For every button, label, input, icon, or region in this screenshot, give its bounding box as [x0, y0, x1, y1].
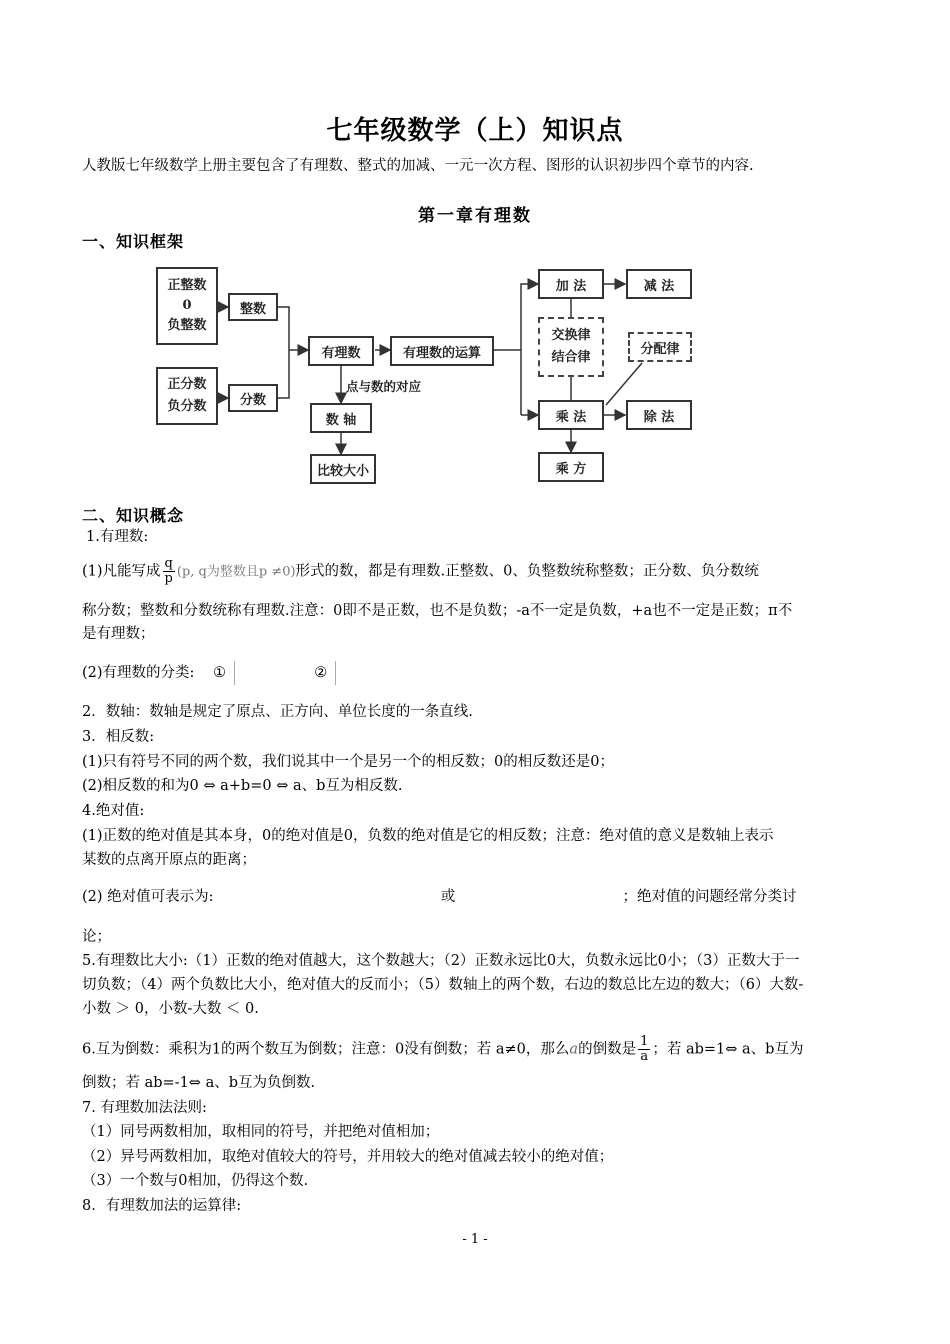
box-multiplication: 乘 法 — [538, 400, 604, 430]
box-addition: 加 法 — [538, 269, 604, 299]
page-title: 七年级数学（上）知识点 — [326, 116, 624, 146]
section-heading-concepts: 二、知识概念 — [82, 506, 185, 525]
item-1-paragraph-1-line-1 — [82, 557, 866, 586]
box-integer: 整数 — [228, 293, 278, 321]
item-7-title: 7. 有理数加法法则: — [82, 1100, 207, 1116]
item-2: 2．数轴：数轴是规定了原点、正方向、单位长度的一条直线. — [82, 704, 473, 720]
label-positive-fraction: 正分数 — [167, 377, 207, 392]
item-1-title: 1.有理数: — [86, 529, 149, 545]
text-segment: 的倒数是 — [578, 1041, 637, 1058]
chapter-title: 第一章有理数 — [418, 206, 532, 226]
box-fraction-group — [156, 367, 218, 425]
variable-a: a — [569, 1041, 579, 1058]
condition-text: (p, q为整数且p ≠0) — [176, 564, 296, 580]
text-segment: (2) 绝对值可表示为: — [82, 889, 214, 905]
fraction-numerator: 1 — [640, 1034, 649, 1049]
text-segment: (2)有理数的分类: — [82, 665, 195, 681]
item-5-line-3: 小数 ＞ 0，小数-大数 ＜ 0. — [82, 1001, 259, 1017]
item-5-line-2: 切负数；（4）两个负数比大小，绝对值大的反而小；（5）数轴上的两个数，右边的数总比左边的数大；（6）大数- — [82, 977, 804, 993]
section-heading-framework: 一、知识框架 — [82, 232, 185, 251]
item-3-paragraph-1: (1)只有符号不同的两个数，我们说其中一个是另一个的相反数；0的相反数还是0； — [82, 754, 614, 770]
box-number-axis: 数 轴 — [310, 403, 372, 433]
box-power: 乘 方 — [538, 452, 604, 482]
label-negative-integer: 负整数 — [167, 318, 207, 333]
box-division: 除 法 — [626, 400, 692, 430]
box-commutative-associative — [538, 317, 604, 377]
label-zero: 0 — [182, 298, 192, 313]
item-5-line-1: 5.有理数比大小:（1）正数的绝对值越大，这个数越大；（2）正数永远比0大，负数永远比0小；（3）正数大于一 — [82, 953, 800, 969]
item-4-paragraph-1-line-2: 某数的点离开原点的距离； — [82, 852, 256, 868]
box-distributive: 分配律 — [628, 332, 692, 362]
fraction-denominator: a — [640, 1049, 649, 1064]
text-segment: (1)凡能写成 — [82, 563, 161, 580]
box-fraction: 分数 — [228, 384, 278, 412]
fraction-one-over-a — [638, 1035, 650, 1064]
fraction-denominator: p — [164, 571, 173, 586]
item-1-paragraph-1-line-2: 称分数；整数和分数统称有理数.注意：0即不是正数，也不是负数；-a不一定是负数，+a也不一定是正数；π不 — [82, 603, 793, 619]
page-number: - 1 - — [462, 1232, 488, 1247]
item-1-paragraph-2 — [82, 661, 866, 685]
box-rational-number: 有理数 — [308, 336, 374, 366]
classification-chart-2 — [335, 661, 408, 685]
label-associative: 结合律 — [551, 350, 591, 365]
fraction-q-over-p — [163, 557, 175, 586]
text-segment: ；绝对值的问题经常分类讨 — [622, 889, 797, 905]
item-1-paragraph-1-line-3: 是有理数； — [82, 626, 155, 642]
absolute-value-formula-1 — [221, 888, 433, 906]
box-compare-size: 比较大小 — [310, 454, 376, 484]
item-8-title: 8．有理数加法的运算律: — [82, 1198, 242, 1214]
absolute-value-formula-2 — [463, 888, 615, 906]
item-7-rule-3: （3）一个数与0相加，仍得这个数. — [82, 1173, 309, 1189]
label-positive-integer: 正整数 — [167, 278, 207, 293]
item-4-title: 4.绝对值: — [82, 803, 145, 819]
text-segment: 6.互为倒数：乘积为1的两个数互为倒数；注意：0没有倒数；若 a≠0，那么 — [82, 1041, 570, 1058]
intro-text: 人教版七年级数学上册主要包含了有理数、整式的加减、一元一次方程、图形的认识初步四个章节的内容. — [82, 158, 754, 174]
box-subtraction: 减 法 — [626, 269, 692, 299]
label-commutative: 交换律 — [551, 328, 591, 343]
item-7-rule-1: （1）同号两数相加，取相同的符号，并把绝对值相加； — [82, 1124, 440, 1140]
circled-one: ① — [213, 665, 227, 681]
box-positive-integer-group — [156, 267, 218, 345]
or-text: 或 — [440, 889, 456, 905]
fraction-numerator: q — [164, 556, 173, 571]
item-4-paragraph-2-line-2: 论； — [82, 929, 111, 945]
item-6-line-2: 倒数；若 ab=-1⇔ a、b互为负倒数. — [82, 1075, 316, 1091]
item-4-paragraph-2-line-1 — [82, 886, 866, 908]
item-6-line-1 — [82, 1035, 866, 1064]
label-negative-fraction: 负分数 — [167, 399, 207, 414]
label-point-number-correspondence: 点与数的对应 — [346, 379, 422, 394]
text-segment: 形式的数，都是有理数.正整数、0、负整数统称整数；正分数、负分数统 — [295, 563, 759, 580]
knowledge-framework-diagram — [150, 247, 710, 492]
box-rational-operations: 有理数的运算 — [390, 336, 494, 366]
circled-two: ② — [314, 665, 328, 681]
item-4-paragraph-1-line-1: (1)正数的绝对值是其本身，0的绝对值是0，负数的绝对值是它的相反数；注意：绝对值的意义是数轴上表示 — [82, 828, 774, 844]
classification-chart-1 — [234, 661, 307, 685]
item-3-paragraph-2: (2)相反数的和为0 ⇔ a+b=0 ⇔ a、b互为相反数. — [82, 778, 403, 794]
item-3-title: 3．相反数: — [82, 729, 155, 745]
item-7-rule-2: （2）异号两数相加，取绝对值较大的符号，并用较大的绝对值减去较小的绝对值； — [82, 1149, 614, 1165]
text-segment: ；若 ab=1⇔ a、b互为 — [652, 1041, 804, 1058]
